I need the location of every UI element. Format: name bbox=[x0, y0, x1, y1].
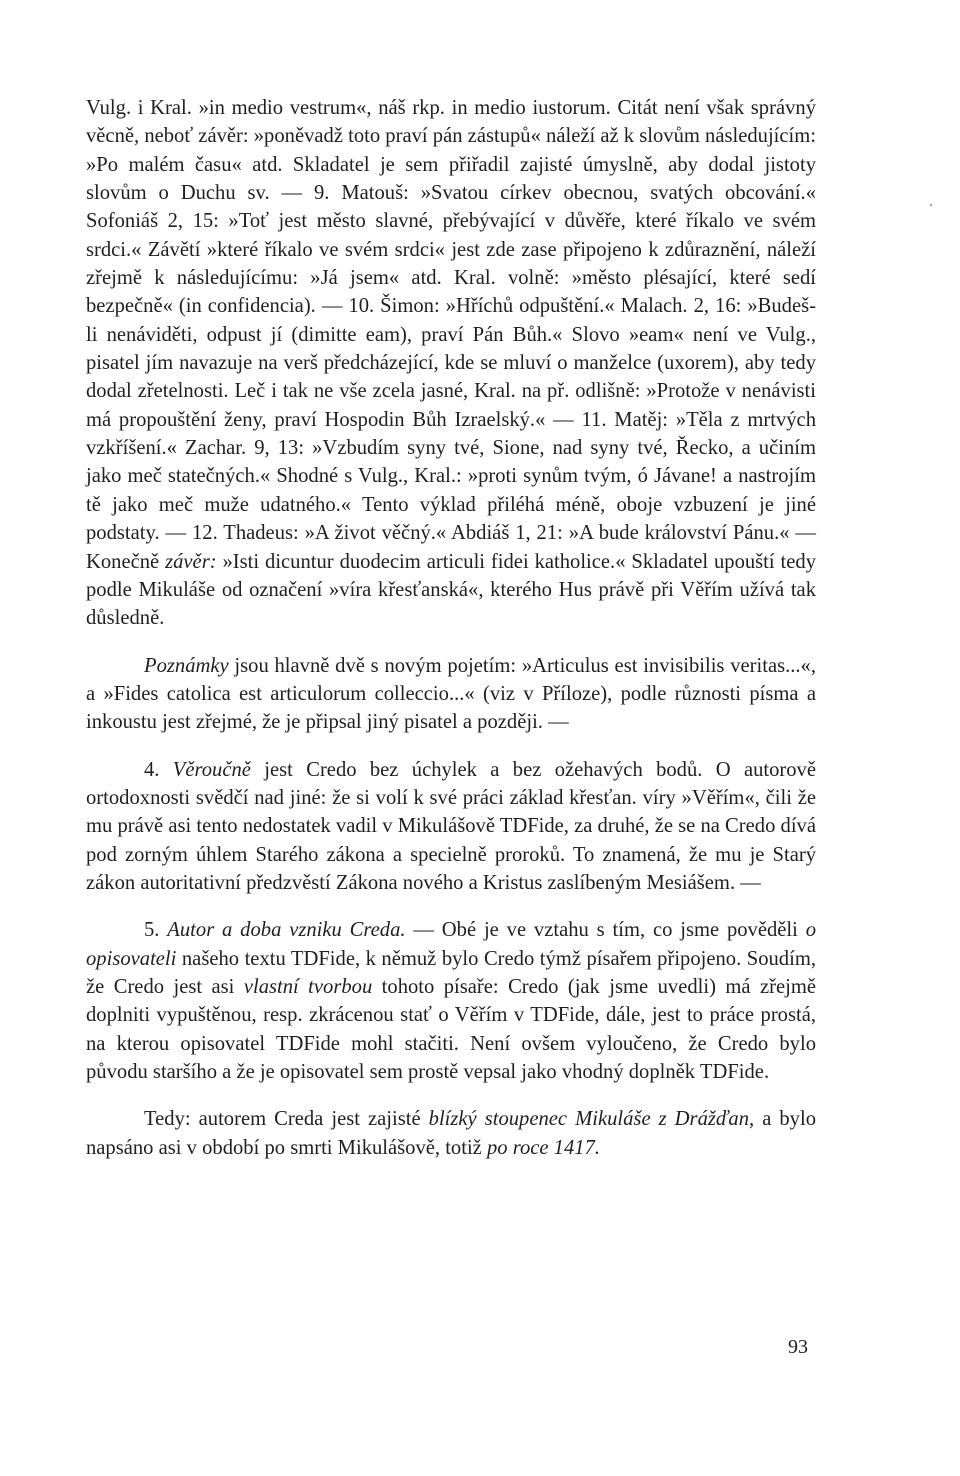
text-run: — Obé je ve vztahu s tím, co jsme pověděli bbox=[405, 919, 806, 942]
paragraph-p5 bbox=[86, 1105, 816, 1162]
page-body bbox=[86, 94, 816, 1162]
text-run: a bylo napsáno asi v období po smrti Mikulášově, totiž bbox=[86, 1108, 816, 1159]
text-run: 5. bbox=[144, 919, 168, 942]
text-run: Vulg. i Kral. »in medio vestrum«, náš rkp. in medio iustorum. Citát není však správný věcně, neboť závěr: »poněvadž toto praví pán zástupů« náleží až k slovům následujícím: »Po malém času« atd. Skladatel je sem přiřadil zajisté úmyslně, aby dodal jistoty slovům o Duchu sv. — 9. Matouš: »Svatou církev obecnou, svatých obcování.« Sofoniáš 2, 15: »Toť jest město slavné, přebývající v důvěře, které říkalo ve svém srdci.« Závětí »které říkalo ve svém srdci« jest zde zase připojeno k zdůraznění, náleží zřejmě k následujícímu: »Já jsem« atd. Kral. volně: »město plésající, které sedí bezpečně« (in confidencia). — 10. Šimon: »Hříchů odpuštění.« Malach. 2, 16: »Budeš-li nenáviděti, odpust jí (dimitte eam), praví Pán Bůh.« Slovo »eam« není ve Vulg., pisatel jím navazuje na verš předcházející, kde se mluví o manželce (uxorem), aby tedy dodal zřetelnosti. Leč i tak ne vše zcela jasné, Kral. na př. odlišně: »Protože v nenávisti má propouštění ženy, praví Hospodin Bůh Izraelský.« — 11. Matěj: »Těla z mrtvých vzkříšení.« Zachar. 9, 13: »Vzbudím syny tvé, Sione, nad syny tvé, Řecko, a učiním jako meč statečných.« Shodné s Vulg., Kral.: »proti synům tvým, ó Jávane! a nastrojím tě jako meč muže udatného.« Tento výklad přiléhá méně, oboje vzbuzení je jiné podstaty. — 12. Thadeus: »A život věčný.« Abdiáš 1, 21: »A bude království Pánu.« — Konečně bbox=[86, 97, 816, 573]
page-number: 93 bbox=[788, 1336, 808, 1358]
text-run: 4. bbox=[144, 758, 173, 781]
italic-text: závěr: bbox=[165, 550, 217, 573]
text-run: našeho textu TDFide, k němuž bylo Credo týmž písařem připojeno. Soudím, že Credo jest asi bbox=[86, 947, 816, 998]
italic-text: po roce 1417. bbox=[486, 1136, 601, 1159]
italic-text: vlastní tvorbou bbox=[243, 975, 373, 998]
paragraph-p3 bbox=[86, 756, 816, 898]
text-run: tohoto písaře: Credo (jak jsme uvedli) má zřejmě doplniti vypuštěnou, resp. zkrácenou stať o Věřím v TDFide, dále, jest to práce prostá, na kterou opisovatel TDFide mohl stačiti. Není ovšem vyloučeno, že Credo bylo původu staršího a že je opisovatel sem prostě vepsal jako vhodný doplněk TDFide. bbox=[86, 975, 816, 1083]
text-run: »Isti dicuntur duodecim articuli fidei katholice.« Skladatel upouští tedy podle Mikuláše od označení »víra křesťanská«, kterého Hus právě při Věřím užívá tak důsledně. bbox=[86, 550, 816, 630]
paragraph-p2 bbox=[86, 652, 816, 737]
margin-speck bbox=[930, 204, 932, 206]
italic-text: blízký stoupenec Mikuláše z Drážďan, bbox=[428, 1108, 755, 1131]
text-run: jest Credo bez úchylek a bez ožehavých bodů. O autorově ortodoxnosti svědčí nad jiné: že si volí k své práci základ křesťan. víry »Věřím«, čili že mu právě asi tento nedostatek vadil v Mikulášově TDFide, za druhé, že se na Credo dívá pod zorným úhlem Starého zákona a specielně proroků. To znamená, že mu je Starý zákon autoritativní předzvěstí Zákona nového a Kristus zaslíbeným Mesiášem. — bbox=[86, 758, 816, 894]
paragraph-p1 bbox=[86, 94, 816, 633]
paragraph-p4 bbox=[86, 916, 816, 1086]
italic-text: Autor a doba vzniku Creda. bbox=[167, 919, 406, 942]
italic-text: Věroučně bbox=[172, 758, 251, 781]
italic-text: Poznámky bbox=[144, 654, 229, 677]
text-run: Tedy: autorem Creda jest zajisté bbox=[144, 1108, 429, 1131]
italic-text: o opisovateli bbox=[86, 919, 817, 970]
text-run: jsou hlavně dvě s novým pojetím: »Articulus est invisibilis veritas...«, a »Fides catolica est articulorum colleccio...« (viz v Příloze), podle různosti písma a inkoustu jest zřejmé, že je připsal jiný pisatel a později. — bbox=[86, 654, 816, 734]
